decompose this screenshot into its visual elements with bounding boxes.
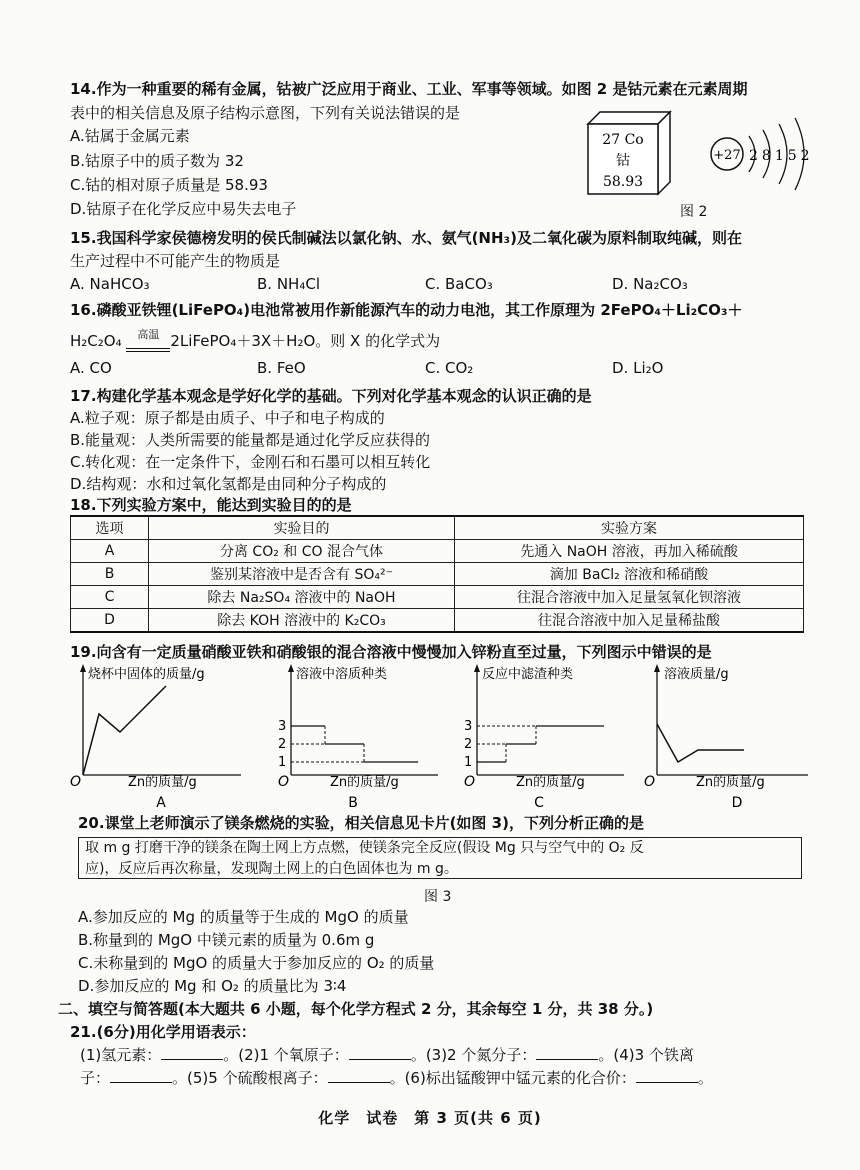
q15-option-c: C. BaCO₃	[425, 275, 493, 293]
q14-option-d: D.钴原子在化学反应中易失去电子	[70, 200, 297, 218]
graph-c-ylabel: 反应中滤渣种类	[482, 667, 574, 682]
graph-a-origin: O	[70, 774, 82, 790]
table-cell: A	[71, 540, 149, 563]
q19-stem: 19.向含有一定质量硝酸亚铁和硝酸银的混合溶液中慢慢加入锌粉直至过量，下列图示中错误的是	[70, 643, 712, 661]
q15-stem-line2: 生产过程中不可能产生的物质是	[70, 252, 281, 270]
table-cell: B	[71, 563, 149, 586]
q18-stem: 18.下列实验方案中，能达到实验目的的是	[70, 496, 352, 514]
graph-a	[66, 660, 256, 810]
graph-c-letter: C	[534, 795, 544, 810]
q14-option-a: A.钴属于金属元素	[70, 127, 190, 145]
graph-d-letter: D	[731, 795, 743, 810]
figure-3-card	[78, 837, 802, 879]
graph-d-curve	[657, 724, 744, 762]
q20-option-b: B.称量到的 MgO 中镁元素的质量为 0.6m g	[78, 931, 375, 949]
graph-d-ylabel: 溶液质量/g	[664, 667, 729, 682]
graph-a-ylabel: 烧杯中固体的质量/g	[88, 667, 205, 682]
table-header: 实验目的	[149, 516, 455, 540]
q16-option-b: B. FeO	[257, 359, 306, 377]
q14-option-c: C.钴的相对原子质量是 58.93	[70, 176, 268, 194]
graph-b-tick-3: 3	[278, 719, 287, 734]
graph-b-tick-2: 2	[278, 737, 287, 752]
table-cell: 往混合溶液中加入足量氢氧化钡溶液	[455, 586, 804, 609]
card-line1: 取 m g 打磨干净的镁条在陶土网上方点燃，使镁条完全反应(假设 Mg 只与空气中的 O₂ 反	[85, 840, 644, 856]
answer-blank[interactable]	[110, 1068, 172, 1083]
graph-b	[268, 660, 448, 810]
table-header-row	[71, 516, 804, 540]
table-cell: 鉴别某溶液中是否含有 SO₄²⁻	[149, 563, 455, 586]
electron-shells: 28152	[749, 148, 814, 164]
q16-option-d: D. Li₂O	[612, 359, 664, 377]
graph-d-origin: O	[644, 774, 656, 790]
element-number-symbol: 27 Co	[602, 132, 644, 148]
q15-option-a: A. NaHCO₃	[70, 275, 150, 293]
graph-c-tick-1: 1	[464, 755, 473, 770]
reaction-arrow: 高温	[126, 339, 170, 352]
q21-line2: 子： 。(5)5 个硫酸根离子： 。(6)标出锰酸钾中锰元素的化合价： 。	[80, 1069, 713, 1087]
q16-option-c: C. CO₂	[425, 359, 474, 377]
graph-d-xlabel: Zn的质量/g	[696, 775, 765, 790]
element-mass: 58.93	[602, 174, 644, 190]
element-name: 钴	[616, 153, 630, 169]
table-cell: 除去 Na₂SO₄ 溶液中的 NaOH	[149, 586, 455, 609]
table-cell: 除去 KOH 溶液中的 K₂CO₃	[149, 609, 455, 633]
q18-table	[70, 515, 804, 633]
answer-blank[interactable]	[161, 1045, 223, 1060]
q16-stem-line2: H₂C₂O₄ 高温 2LiFePO₄＋3X＋H₂O。则 X 的化学式为	[70, 328, 441, 350]
figure-3-caption: 图 3	[424, 889, 452, 905]
q17-option-c: C.转化观：在一定条件下，金刚石和石墨可以相互转化	[70, 453, 431, 471]
table-cell: 滴加 BaCl₂ 溶液和稀硝酸	[455, 563, 804, 586]
answer-blank[interactable]	[328, 1068, 390, 1083]
table-cell: C	[71, 586, 149, 609]
graph-b-xlabel: Zn的质量/g	[330, 775, 399, 790]
q20-option-d: D.参加反应的 Mg 和 O₂ 的质量比为 3∶4	[78, 977, 347, 995]
q21-line1: (1)氢元素： 。(2)1 个氧原子： 。(3)2 个氮分子： 。(4)3 个铁离	[80, 1046, 694, 1064]
table-header: 选项	[71, 516, 149, 540]
atom-structure-diagram	[705, 114, 817, 194]
graph-c	[454, 660, 634, 810]
graph-c-tick-2: 2	[464, 737, 473, 752]
graph-a-letter: A	[156, 795, 166, 810]
section-2-heading: 二、填空与简答题(本大题共 6 小题，每个化学方程式 2 分，其余每空 1 分，共 38 分。)	[58, 1000, 654, 1018]
graph-d	[640, 660, 820, 810]
card-line2: 应)，反应后再次称量，发现陶土网上的白色固体也为 m g。	[85, 861, 458, 877]
table-row	[71, 540, 804, 563]
q15-option-d: D. Na₂CO₃	[612, 275, 688, 293]
q15-option-b: B. NH₄Cl	[257, 275, 320, 293]
figure-2-caption: 图 2	[680, 204, 708, 220]
q16-option-a: A. CO	[70, 359, 112, 377]
q15-stem-line1: 15.我国科学家侯德榜发明的侯氏制碱法以氯化钠、水、氨气(NH₃)及二氧化碳为原料制取纯碱，则在	[70, 229, 742, 247]
graph-b-ylabel: 溶液中溶质种类	[296, 667, 388, 682]
graph-a-xlabel: Zn的质量/g	[128, 775, 197, 790]
q17-option-d: D.结构观：水和过氧化氢都是由同种分子构成的	[70, 475, 387, 493]
q20-option-a: A.参加反应的 Mg 的质量等于生成的 MgO 的质量	[78, 908, 409, 926]
q14-option-b: B.钴原子中的质子数为 32	[70, 152, 244, 170]
answer-blank[interactable]	[349, 1045, 411, 1060]
graph-c-origin: O	[464, 774, 476, 790]
q14-stem-line1: 14.作为一种重要的稀有金属，钴被广泛应用于商业、工业、军事等领域。如图 2 是钴元素在元素周期	[70, 80, 748, 98]
table-cell: 往混合溶液中加入足量稀盐酸	[455, 609, 804, 633]
graph-b-tick-1: 1	[278, 755, 287, 770]
table-cell: D	[71, 609, 149, 633]
q17-option-b: B.能量观：人类所需要的能量都是通过化学反应获得的	[70, 431, 431, 449]
q21-stem: 21.(6分)用化学用语表示：	[70, 1023, 256, 1041]
graph-c-xlabel: Zn的质量/g	[516, 775, 585, 790]
q16-stem-line1: 16.磷酸亚铁锂(LiFePO₄)电池常被用作新能源汽车的动力电池，其工作原理为 2FePO₄＋Li₂CO₃＋	[70, 301, 743, 319]
table-cell: 分离 CO₂ 和 CO 混合气体	[149, 540, 455, 563]
answer-blank[interactable]	[536, 1045, 598, 1060]
graph-c-tick-3: 3	[464, 719, 473, 734]
q20-stem: 20.课堂上老师演示了镁条燃烧的实验，相关信息见卡片(如图 3)，下列分析正确的是	[78, 814, 644, 832]
q17-option-a: A.粒子观：原子都是由质子、中子和电子构成的	[70, 409, 385, 427]
table-row	[71, 609, 804, 633]
table-cell: 先通入 NaOH 溶液，再加入稀硫酸	[455, 540, 804, 563]
graph-b-origin: O	[278, 774, 290, 790]
nucleus-charge: +27	[713, 148, 741, 163]
table-header: 实验方案	[455, 516, 804, 540]
element-card	[580, 108, 680, 200]
graph-a-curve	[83, 686, 166, 775]
q17-stem: 17.构建化学基本观念是学好化学的基础。下列对化学基本观念的认识正确的是	[70, 387, 592, 405]
q20-option-c: C.未称量到的 MgO 的质量大于参加反应的 O₂ 的质量	[78, 954, 435, 972]
graph-b-letter: B	[348, 795, 358, 810]
page-footer: 化学 试卷 第 3 页(共 6 页)	[318, 1109, 542, 1127]
q14-stem-line2: 表中的相关信息及原子结构示意图，下列有关说法错误的是	[70, 104, 461, 122]
table-row	[71, 563, 804, 586]
answer-blank[interactable]	[636, 1068, 698, 1083]
table-row	[71, 586, 804, 609]
